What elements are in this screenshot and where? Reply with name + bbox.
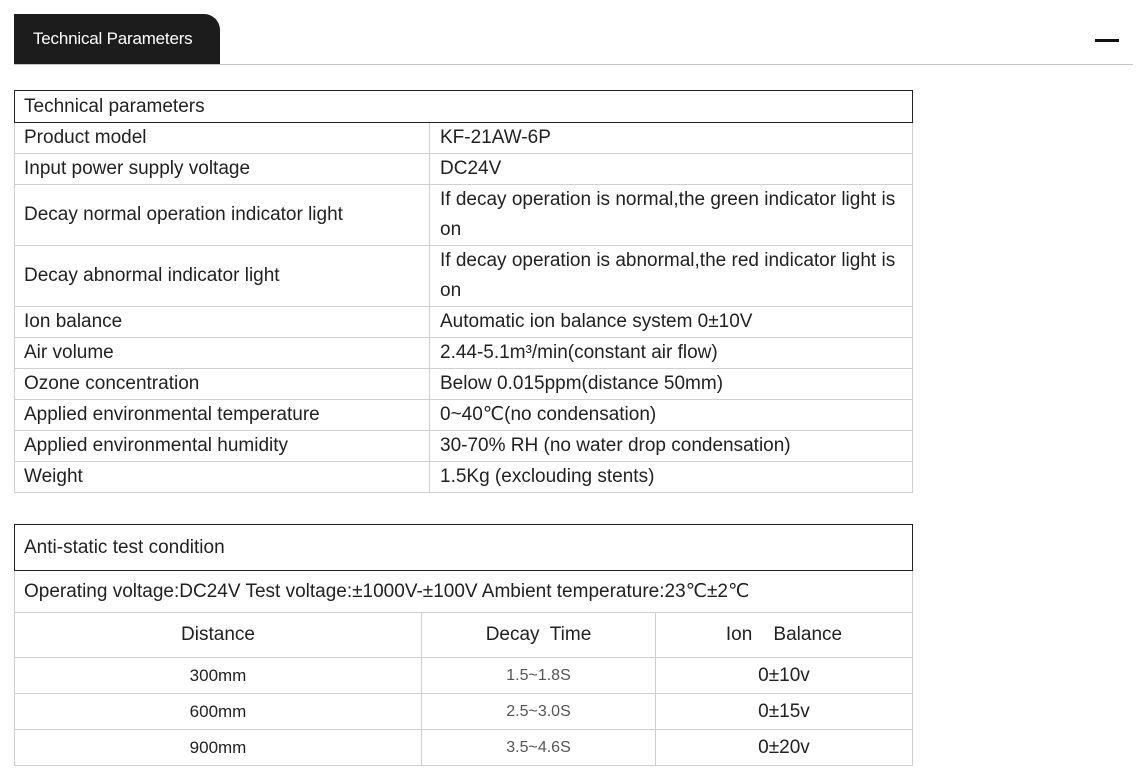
- table-row: [15, 400, 913, 431]
- column-header-decay-time: Decay Time: [422, 613, 656, 658]
- table-row: [15, 694, 913, 730]
- param-value: Automatic ion balance system 0±10V: [430, 307, 913, 338]
- table-title: Anti-static test condition: [15, 525, 913, 571]
- param-value: 30-70% RH (no water drop condensation): [430, 431, 913, 462]
- tab-bar: [14, 14, 1133, 65]
- decay-time-cell: 1.5~1.8S: [422, 658, 656, 694]
- param-key: Decay abnormal indicator light: [15, 246, 430, 307]
- table-row: [15, 185, 913, 246]
- anti-static-test-table: [14, 524, 913, 766]
- param-key: Applied environmental temperature: [15, 400, 430, 431]
- distance-cell: 300mm: [15, 658, 422, 694]
- param-value: If decay operation is normal,the green indicator light is on: [430, 185, 913, 246]
- param-value: Below 0.015ppm(distance 50mm): [430, 369, 913, 400]
- param-key: Decay normal operation indicator light: [15, 185, 430, 246]
- table-row: [15, 369, 913, 400]
- decay-time-cell: 3.5~4.6S: [422, 730, 656, 766]
- param-value: 1.5Kg (exclouding stents): [430, 462, 913, 493]
- param-value: If decay operation is abnormal,the red indicator light is on: [430, 246, 913, 307]
- table-row: [15, 338, 913, 369]
- param-value: KF-21AW-6P: [430, 123, 913, 154]
- table-row: [15, 307, 913, 338]
- param-key: Ozone concentration: [15, 369, 430, 400]
- param-key: Product model: [15, 123, 430, 154]
- table-row: [15, 730, 913, 766]
- param-key: Input power supply voltage: [15, 154, 430, 185]
- minus-icon[interactable]: [1095, 36, 1121, 46]
- decay-time-cell: 2.5~3.0S: [422, 694, 656, 730]
- param-value: DC24V: [430, 154, 913, 185]
- param-key: Ion balance: [15, 307, 430, 338]
- column-header-ion-balance: Ion Balance: [656, 613, 913, 658]
- param-value: 2.44-5.1m³/min(constant air flow): [430, 338, 913, 369]
- table-row: [15, 462, 913, 493]
- distance-cell: 900mm: [15, 730, 422, 766]
- table-title: Technical parameters: [15, 91, 913, 123]
- param-key: Applied environmental humidity: [15, 431, 430, 462]
- ion-balance-cell: 0±15v: [656, 694, 913, 730]
- param-key: Weight: [15, 462, 430, 493]
- ion-balance-cell: 0±10v: [656, 658, 913, 694]
- ion-balance-cell: 0±20v: [656, 730, 913, 766]
- table-row: [15, 246, 913, 307]
- technical-parameters-table: [14, 90, 913, 493]
- table-row: [15, 431, 913, 462]
- distance-cell: 600mm: [15, 694, 422, 730]
- table-row: [15, 154, 913, 185]
- test-conditions: Operating voltage:DC24V Test voltage:±1000V-±100V Ambient temperature:23℃±2℃: [15, 571, 913, 613]
- param-key: Air volume: [15, 338, 430, 369]
- table-header-row: [15, 613, 913, 658]
- column-header-distance: Distance: [15, 613, 422, 658]
- table-row: [15, 658, 913, 694]
- param-value: 0~40℃(no condensation): [430, 400, 913, 431]
- tab-technical-parameters[interactable]: Technical Parameters: [14, 14, 220, 64]
- table-row: [15, 123, 913, 154]
